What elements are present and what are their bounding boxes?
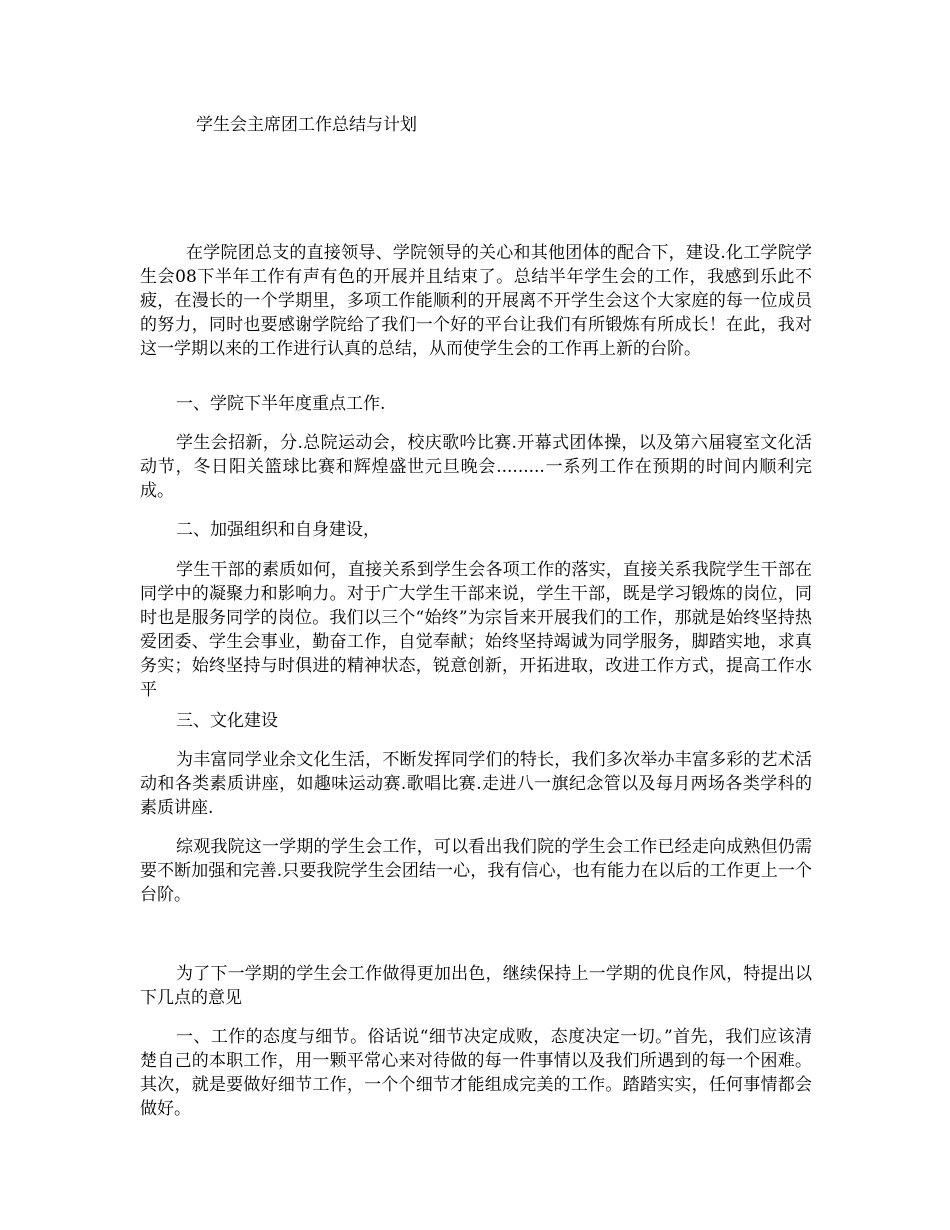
intro-paragraph: 在学院团总支的直接领导、学院领导的关心和其他团体的配合下，建设.化工学院学生会08下半年工作有声有色的开展并且结束了。总结半年学生会的工作，我感到乐此不疲，在漫长的一个学期里，多项工作能顺利的开展离不开学生会这个大家庭的每一位成员的努力，同时也要感谢学院给了我们一个好的平台让我们有所锻炼有所成长！在此，我对这一学期以来的工作进行认真的总结，从而使学生会的工作再上新的台阶。 — [140, 243, 812, 359]
section-heading-3: 三、文化建设 — [176, 711, 278, 731]
paragraph-plan-attitude: 一、工作的态度与细节。俗话说“细节决定成败，态度决定一切。”首先，我们应该清楚自己的本职工作，用一颗平常心来对待做的每一件事情以及我们所遇到的每一个困难。其次，就是要做好细节工作，一个个细节才能组成完美的工作。踏踏实实，任何事情都会做好。 — [140, 1027, 812, 1119]
paragraph-key-work: 学生会招新，分.总院运动会，校庆歌吟比赛.开幕式团体操，以及第六届寝室文化活动节，冬日阳关篮球比赛和辉煌盛世元旦晚会.........一系列工作在预期的时间内顺利完成。 — [140, 433, 812, 501]
section-heading-2: 二、加强组织和自身建设， — [176, 520, 380, 540]
paragraph-plan-intro: 为了下一学期的学生会工作做得更加出色，继续保持上一学期的优良作风，特提出以下几点的意见 — [140, 964, 812, 1008]
paragraph-culture: 为丰富同学业余文化生活，不断发挥同学们的特长，我们多次举办丰富多彩的艺术活动和各类素质讲座，如趣味运动赛.歌唱比赛.走进八一旗纪念管以及每月两场各类学科的素质讲座. — [140, 750, 812, 818]
section-heading-1: 一、学院下半年度重点工作. — [176, 394, 386, 414]
document-title: 学生会主席团工作总结与计划 — [196, 115, 417, 135]
paragraph-summary: 综观我院这一学期的学生会工作，可以看出我们院的学生会工作已经走向成熟但仍需要不断加强和完善.只要我院学生会团结一心，我有信心，也有能力在以后的工作更上一个台阶。 — [140, 837, 812, 905]
paragraph-organization: 学生干部的素质如何，直接关系到学生会各项工作的落实，直接关系我院学生干部在同学中的凝聚力和影响力。对于广大学生干部来说，学生干部，既是学习锻炼的岗位，同时也是服务同学的岗位。我们以三个“始终”为宗旨来开展我们的工作，那就是始终坚持热爱团委、学生会事业，勤奋工作，自觉奉献；始终坚持竭诚为同学服务，脚踏实地，求真务实；始终坚持与时俱进的精神状态，锐意创新，开拓进取，改进工作方式，提高工作水平 — [140, 560, 812, 700]
